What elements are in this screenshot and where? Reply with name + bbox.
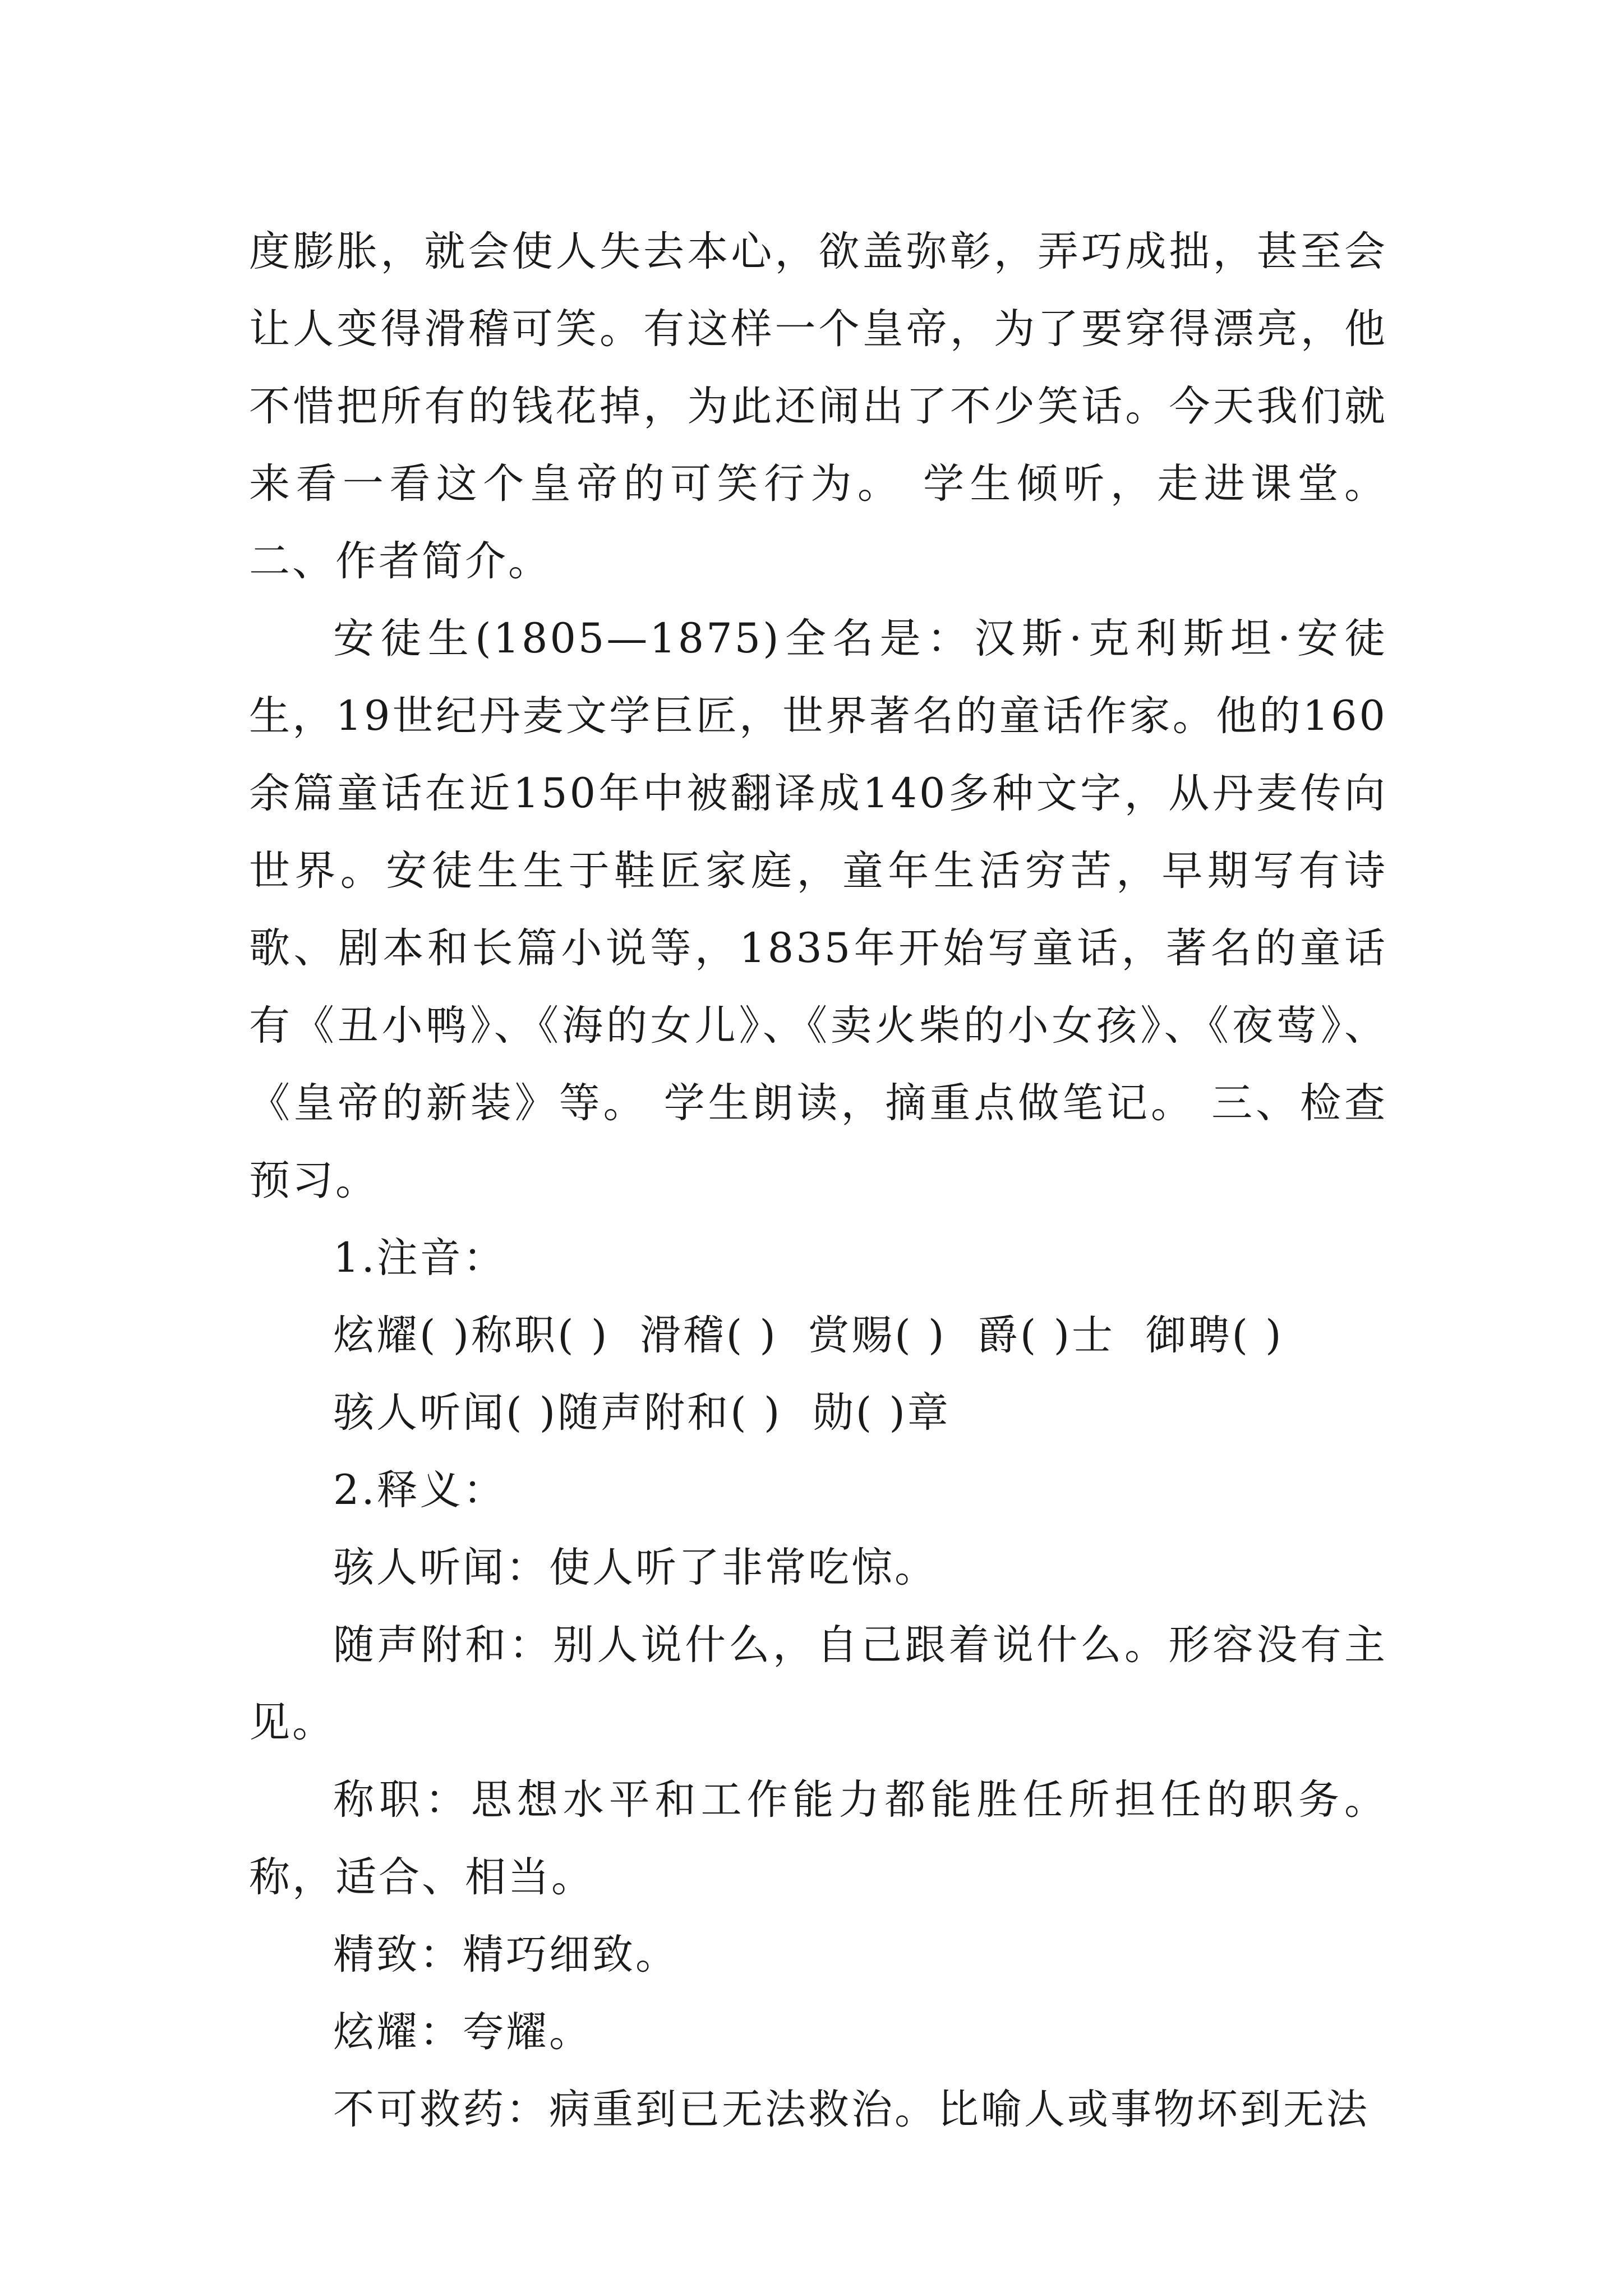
pronunciation-row-1: 炫耀( )称职( ) 滑稽( ) 赏赐( ) 爵( )士 御聘( ) — [333, 1312, 1284, 1359]
definition-chenzhi: 称职：思想水平和工作能力都能胜任所担任的职务。称，适合、相当。 — [249, 1776, 1387, 1901]
heading-definitions: 2.释义： — [333, 1466, 506, 1514]
paragraph-intro: 度膨胀，就会使人失去本心，欲盖弥彰，弄巧成拙，甚至会让人变得滑稽可笑。有这样一个皇帝，为了要穿得漂亮，他不惜把所有的钱花掉，为此还闹出了不少笑话。今天我们就来看一看这个皇帝的可笑行为。 学生倾听，走进课堂。 二、作者简介。 — [249, 228, 1387, 585]
definition-buke-jiuyao: 不可救药：病重到已无法救治。比喻人或事物坏到无法 — [333, 2086, 1370, 2133]
definition-jingzhi: 精致：精巧细致。 — [333, 1931, 679, 1978]
body-text — [249, 213, 1387, 2148]
pronunciation-row-2: 骇人听闻( )随声附和( ) 勋( )章 — [333, 1389, 951, 1437]
definition-xuanyao: 炫耀：夸耀。 — [333, 2008, 592, 2056]
paragraph-author-bio: 安徒生(1805—1875)全名是：汉斯·克利斯坦·安徒生，19世纪丹麦文学巨匠，世界著名的童话作家。他的160余篇童话在近150年中被翻译成140多种文字，从丹麦传向世界。安徒生生于鞋匠家庭，童年生活穷苦，早期写有诗歌、剧本和长篇小说等，1835年开始写童话，著名的童话有《丑小鸭》、《海的女儿》、《卖火柴的小女孩》、《夜莺》、《皇帝的新装》等。 学生朗读，摘重点做笔记。 三、检查预习。 — [249, 615, 1387, 1204]
definition-suisheng-fuhe: 随声附和：别人说什么，自己跟着说什么。形容没有主见。 — [249, 1621, 1387, 1746]
heading-pronunciation: 1.注音： — [333, 1234, 506, 1282]
definition-hairen-tingwen: 骇人听闻：使人听了非常吃惊。 — [333, 1544, 938, 1591]
